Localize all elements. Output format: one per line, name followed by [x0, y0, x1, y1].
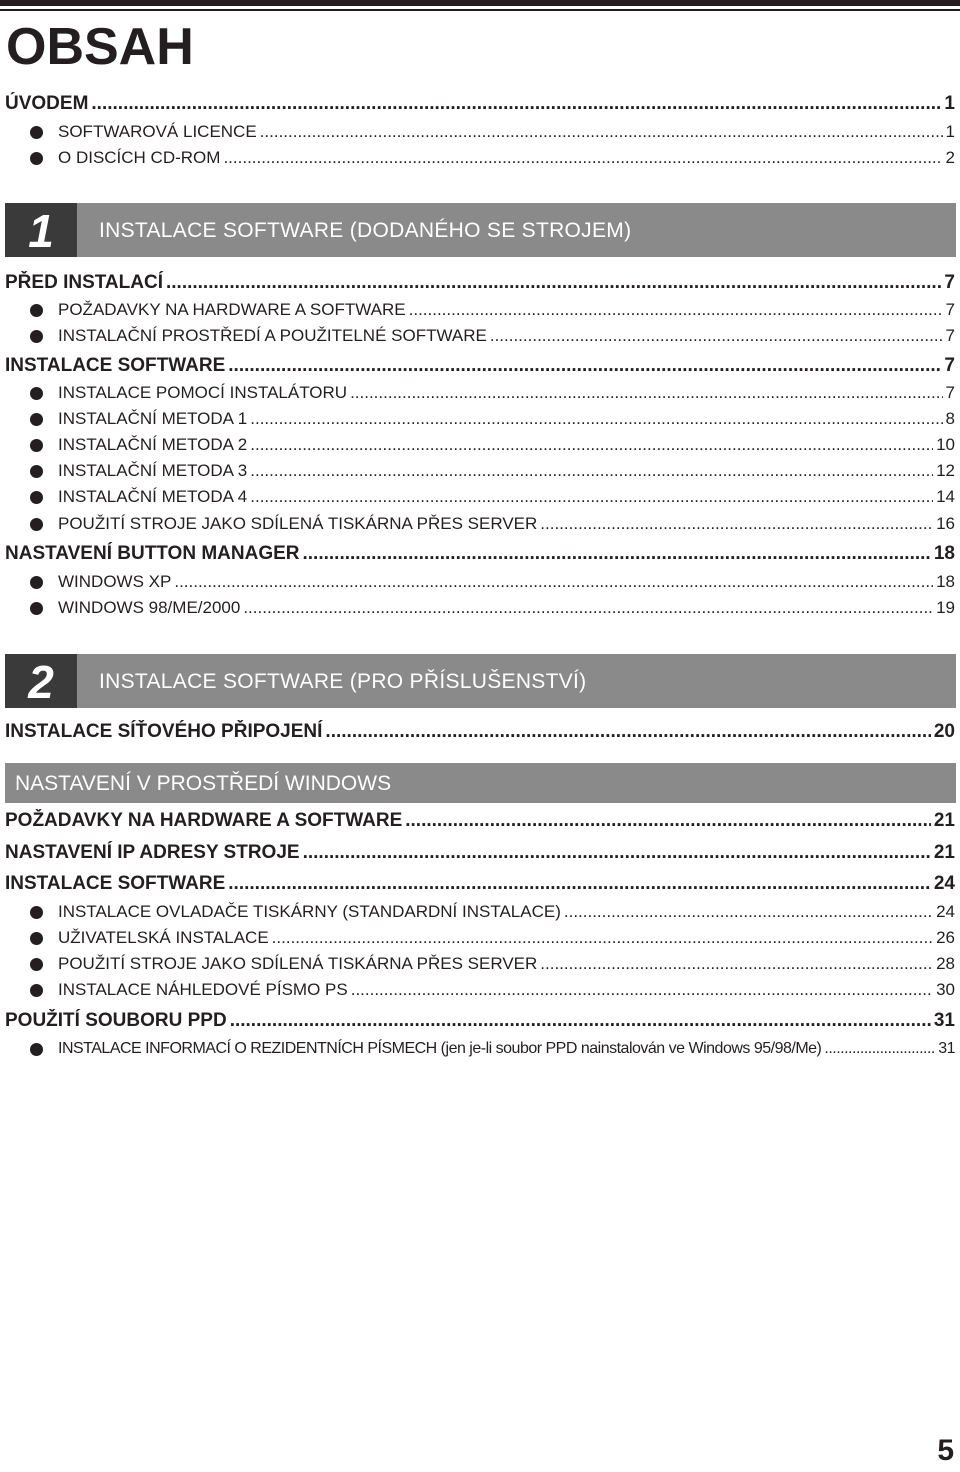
toc-entry-page: 1	[944, 93, 955, 114]
dot-leader	[272, 927, 933, 949]
dot-leader	[174, 571, 933, 593]
toc-entry[interactable]	[5, 901, 955, 923]
toc-entry-label: INSTALACE OVLADAČE TISKÁRNY (STANDARDNÍ INSTALACE)	[58, 902, 561, 921]
toc-entry-label: O DISCÍCH CD-ROM	[58, 148, 221, 167]
toc-entry[interactable]	[5, 1038, 955, 1060]
toc-entry-page: 30	[936, 980, 955, 999]
toc-entry[interactable]	[5, 408, 955, 430]
dot-leader	[564, 901, 933, 923]
toc-entry-page: 24	[933, 873, 955, 894]
dot-leader	[490, 325, 943, 347]
toc-entry-label: POŽADAVKY NA HARDWARE A SOFTWARE	[5, 810, 403, 831]
toc-entry-label: ÚVODEM	[5, 93, 89, 114]
toc-entry[interactable]	[5, 434, 955, 456]
toc-entry-page: 14	[936, 487, 955, 506]
toc-entry-label: INSTALACE INFORMACÍ O REZIDENTNÍCH PÍSMECH (jen je-li soubor PPD nainstalován ve Windows 95/98/Me)	[58, 1040, 822, 1057]
dot-leader	[250, 434, 933, 456]
toc-entry-page: 7	[945, 300, 955, 319]
toc-entry-page: 7	[944, 355, 955, 376]
bullet-icon	[30, 126, 43, 139]
toc-entry-label: POŽADAVKY NA HARDWARE A SOFTWARE	[58, 300, 406, 319]
toc-entry-cd-rom[interactable]	[5, 147, 955, 169]
toc-entry-page: 1	[945, 122, 955, 141]
dot-leader	[228, 354, 941, 378]
toc-entry[interactable]	[5, 979, 955, 1001]
toc-entry[interactable]	[5, 354, 955, 378]
toc-entry[interactable]	[5, 571, 955, 593]
toc-entry[interactable]	[5, 1009, 955, 1033]
toc-entry-page: 18	[933, 543, 955, 564]
chapter-2-header	[5, 654, 956, 708]
toc-entry-page: 16	[936, 514, 955, 533]
toc-entry-label: INSTALACE SOFTWARE	[5, 355, 226, 376]
toc-entry-label: POUŽITÍ SOUBORU PPD	[5, 1010, 227, 1031]
dot-leader	[540, 953, 933, 975]
section-header-windows: NASTAVENÍ V PROSTŘEDÍ WINDOWS	[5, 763, 956, 803]
toc-entry[interactable]	[5, 271, 955, 295]
toc-entry-label: INSTALAČNÍ METODA 2	[58, 435, 248, 454]
toc-entry[interactable]	[5, 325, 955, 347]
dot-leader	[223, 147, 942, 169]
toc-entry-label: INSTALAČNÍ METODA 3	[58, 461, 248, 480]
bullet-icon	[30, 958, 43, 971]
toc-entry-page: 18	[936, 572, 955, 591]
chapter-title: INSTALACE SOFTWARE (PRO PŘÍSLUŠENSTVÍ)	[99, 670, 587, 693]
toc-entry[interactable]	[5, 809, 955, 833]
chapter-1-header	[5, 203, 956, 257]
bullet-icon	[30, 439, 43, 452]
toc-entry[interactable]	[5, 953, 955, 975]
toc-entry[interactable]	[5, 597, 955, 619]
dot-leader	[250, 486, 933, 508]
toc-entry-label: INSTALACE SÍŤOVÉHO PŘIPOJENÍ	[5, 721, 323, 742]
toc-entry-page: 28	[936, 954, 955, 973]
dot-leader	[250, 460, 933, 482]
toc-entry[interactable]	[5, 841, 955, 865]
top-rule	[0, 0, 960, 6]
toc-entry-page: 24	[936, 902, 955, 921]
toc-entry-page: 31	[933, 1010, 955, 1031]
toc-entry-page: 10	[936, 435, 955, 454]
bullet-icon	[30, 906, 43, 919]
toc-entry[interactable]	[5, 872, 955, 896]
toc-entry-label: INSTALAČNÍ METODA 4	[58, 487, 248, 506]
toc-entry[interactable]	[5, 299, 955, 321]
top-rule-thin	[0, 9, 960, 11]
dot-leader	[260, 121, 943, 143]
toc-entry-page: 2	[945, 148, 955, 167]
dot-leader	[230, 1009, 931, 1033]
toc-entry-page: 8	[945, 409, 955, 428]
toc-entry-label: SOFTWAROVÁ LICENCE	[58, 122, 257, 141]
toc-entry-label: POUŽITÍ STROJE JAKO SDÍLENÁ TISKÁRNA PŘES SERVER	[58, 954, 538, 973]
toc-entry[interactable]	[5, 542, 955, 566]
dot-leader	[303, 542, 931, 566]
toc-entry-intro[interactable]	[5, 92, 955, 116]
toc-entry-page: 19	[936, 598, 955, 617]
bullet-icon	[30, 465, 43, 478]
page-number: 5	[937, 1434, 954, 1467]
toc-entry-label: PŘED INSTALACÍ	[5, 272, 163, 293]
toc-entry-label: WINDOWS 98/ME/2000	[58, 598, 241, 617]
toc-entry-page: 12	[936, 461, 955, 480]
bullet-icon	[30, 304, 43, 317]
toc-entry-label: INSTALACE NÁHLEDOVÉ PÍSMO PS	[58, 980, 348, 999]
dot-leader	[303, 841, 931, 865]
toc-entry-page: 20	[933, 721, 955, 742]
chapter-number: 1	[5, 203, 77, 257]
page-title: OBSAH	[6, 18, 194, 76]
toc-entry-label: NASTAVENÍ IP ADRESY STROJE	[5, 842, 300, 863]
dot-leader	[824, 1038, 935, 1060]
toc-entry-label: WINDOWS XP	[58, 572, 172, 591]
toc-entry-label: INSTALACE POMOCÍ INSTALÁTORU	[58, 383, 348, 402]
toc-entry-label: POUŽITÍ STROJE JAKO SDÍLENÁ TISKÁRNA PŘES SERVER	[58, 514, 538, 533]
dot-leader	[405, 809, 931, 833]
bullet-icon	[30, 984, 43, 997]
chapter-number: 2	[5, 654, 77, 708]
toc-entry-label: INSTALACE SOFTWARE	[5, 873, 226, 894]
toc-entry-label: INSTALAČNÍ METODA 1	[58, 409, 248, 428]
dot-leader	[228, 872, 931, 896]
toc-entry[interactable]	[5, 720, 955, 744]
dot-leader	[350, 382, 942, 404]
toc-entry[interactable]	[5, 382, 955, 404]
toc-entry-page: 7	[944, 272, 955, 293]
dot-leader	[409, 299, 943, 321]
toc-entry-software-license[interactable]	[5, 121, 955, 143]
toc-entry-label: UŽIVATELSKÁ INSTALACE	[58, 928, 269, 947]
dot-leader	[351, 979, 933, 1001]
bullet-icon	[30, 518, 43, 531]
toc-entry[interactable]	[5, 927, 955, 949]
bullet-icon	[30, 387, 43, 400]
toc-entry[interactable]	[5, 513, 955, 535]
toc-entry-page: 7	[945, 383, 955, 402]
bullet-icon	[30, 413, 43, 426]
bullet-icon	[30, 932, 43, 945]
toc-entry-page: 21	[933, 842, 955, 863]
bullet-icon	[30, 330, 43, 343]
dot-leader	[243, 597, 933, 619]
toc-entry-page: 31	[938, 1040, 955, 1057]
dot-leader	[166, 271, 941, 295]
toc-entry[interactable]	[5, 460, 955, 482]
bullet-icon	[30, 1043, 43, 1056]
dot-leader	[91, 92, 941, 116]
bullet-icon	[30, 152, 43, 165]
toc-entry[interactable]	[5, 486, 955, 508]
bullet-icon	[30, 576, 43, 589]
toc-entry-page: 7	[945, 326, 955, 345]
toc-entry-page: 21	[933, 810, 955, 831]
toc-entry-label: INSTALAČNÍ PROSTŘEDÍ A POUŽITELNÉ SOFTWARE	[58, 326, 487, 345]
toc-entry-page: 26	[936, 928, 955, 947]
dot-leader	[250, 408, 942, 430]
dot-leader	[540, 513, 933, 535]
dot-leader	[325, 720, 930, 744]
bullet-icon	[30, 491, 43, 504]
toc-entry-label: NASTAVENÍ BUTTON MANAGER	[5, 543, 300, 564]
bullet-icon	[30, 602, 43, 615]
chapter-title: INSTALACE SOFTWARE (DODANÉHO SE STROJEM)	[99, 219, 632, 242]
